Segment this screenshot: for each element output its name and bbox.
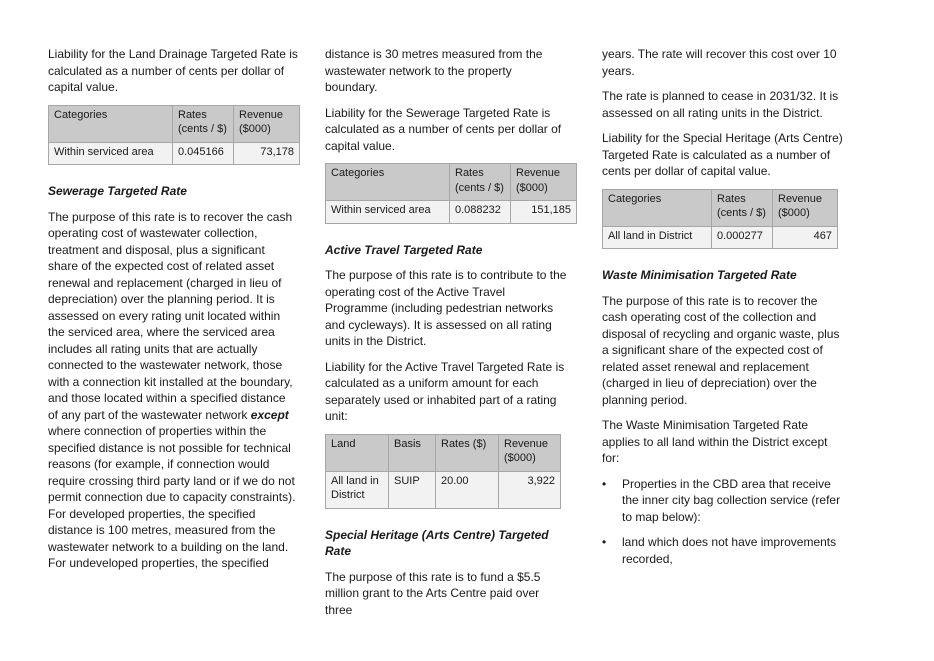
section-heading: Sewerage Targeted Rate [48, 184, 187, 198]
paragraph: The purpose of this rate is to contribute to the operating cost of the Active Travel Programme (including pedestrian networks and cycleways). It is assessed on all rating units in the District. [325, 268, 567, 348]
table-cell: 0.088232 [450, 201, 511, 224]
table-row [326, 201, 577, 224]
table-header-row [603, 189, 838, 226]
paragraph-text: where connection of properties within the specified distance is not possible for technical reasons (for example, if connection would require crossing third party land or if we do not permit connection due to capacity constraints). For developed properties, the specified distance is 100 metres, measured from the wastewater network to a building on the land. For undeveloped properties, the specified [48, 424, 296, 570]
paragraph: Liability for the Sewerage Targeted Rate is calculated as a number of cents per dollar of capital value. [325, 105, 562, 153]
table-header: Basis [389, 434, 436, 471]
table-header: Revenue ($000) [773, 189, 838, 226]
sewerage-rate-table [325, 163, 577, 224]
paragraph: The rate is planned to cease in 2031/32. It is assessed on all rating units in the District. [602, 89, 839, 120]
table-cell: Within serviced area [326, 201, 450, 224]
column-2 [325, 46, 571, 627]
table-cell: 20.00 [436, 471, 499, 508]
table-row [49, 142, 300, 165]
section-heading: Special Heritage (Arts Centre) Targeted Rate [325, 527, 549, 558]
paragraph: Liability for the Land Drainage Targeted Rate is calculated as a number of cents per dollar of capital value. [48, 47, 298, 94]
table-header: Revenue ($000) [511, 164, 577, 201]
table-header: Categories [603, 189, 712, 226]
bullet-icon: • [602, 535, 607, 549]
table-cell: Within serviced area [49, 142, 173, 165]
list-item-text: land which does not have improvements recorded, [622, 535, 837, 566]
table-header: Rates (cents / $) [712, 189, 773, 226]
paragraph: The Waste Minimisation Targeted Rate applies to all land within the District except for: [602, 418, 828, 465]
paragraph: The purpose of this rate is to recover the cash operating cost of the collection and disposal of recycling and organic waste, plus a significant share of the expected cost of related asset renewal and replacement (charged in lieu of depreciation) over the planning period. [602, 293, 840, 407]
bullet-icon: • [602, 476, 607, 491]
section-heading: Active Travel Targeted Rate [325, 242, 483, 257]
column-3 [602, 46, 846, 576]
table-header-row [326, 434, 561, 471]
table-header: Rates ($) [436, 434, 499, 471]
table-cell: 151,185 [511, 201, 577, 224]
special-heritage-rate-table [602, 189, 838, 250]
list-item [602, 534, 846, 567]
paragraph: years. The rate will recover this cost over 10 years. [602, 47, 837, 78]
table-cell: 3,922 [499, 471, 561, 508]
table-cell: All land in District [603, 226, 712, 249]
paragraph: Liability for the Active Travel Targeted Rate is calculated as a uniform amount for each separately used or inhabited part of a rating unit: [325, 359, 565, 423]
paragraph [48, 209, 298, 572]
table-cell: All land in District [326, 471, 389, 508]
paragraph: The purpose of this rate is to fund a $5.5 million grant to the Arts Centre paid over three [325, 569, 541, 617]
table-header: Revenue ($000) [499, 434, 561, 471]
table-header-row [49, 105, 300, 142]
table-header-row [326, 164, 577, 201]
paragraph-text: The purpose of this rate is to recover the cash operating cost of wastewater collection, treatment and disposal, plus a significant share of the expected cost of related asset renewal and replacement (charged in lieu of depreciation) over the planning period. It is assessed on every rating unit located within the serviced area, where the serviced area includes all rating units that are actually connected to the wastewater network, those with a connection kit installed at the boundary, and those located within a specified distance of any part of the wastewater network [48, 209, 293, 422]
column-1 [48, 46, 298, 581]
table-row [326, 471, 561, 508]
table-cell: 73,178 [234, 142, 300, 165]
paragraph: Liability for the Special Heritage (Arts Centre) Targeted Rate is calculated as a number of cents per dollar of capital value. [602, 131, 843, 178]
table-cell: SUIP [389, 471, 436, 508]
table-header: Land [326, 434, 389, 471]
emphasis-text: except [250, 407, 289, 422]
table-header: Categories [49, 105, 173, 142]
table-cell: 467 [773, 226, 838, 249]
table-row [603, 226, 838, 249]
list-item-text: Properties in the CBD area that receive the inner city bag collection service (refer to map below): [622, 476, 841, 524]
table-cell: 0.000277 [712, 226, 773, 249]
paragraph: distance is 30 metres measured from the wastewater network to the property boundary. [325, 47, 543, 94]
active-travel-rate-table [325, 434, 561, 509]
table-header: Rates (cents / $) [173, 105, 234, 142]
list-item [602, 476, 846, 526]
table-header: Rates (cents / $) [450, 164, 511, 201]
table-header: Revenue ($000) [234, 105, 300, 142]
land-drainage-rate-table [48, 105, 300, 166]
exception-list [602, 476, 846, 568]
table-cell: 0.045166 [173, 142, 234, 165]
table-header: Categories [326, 164, 450, 201]
section-heading: Waste Minimisation Targeted Rate [602, 268, 797, 282]
